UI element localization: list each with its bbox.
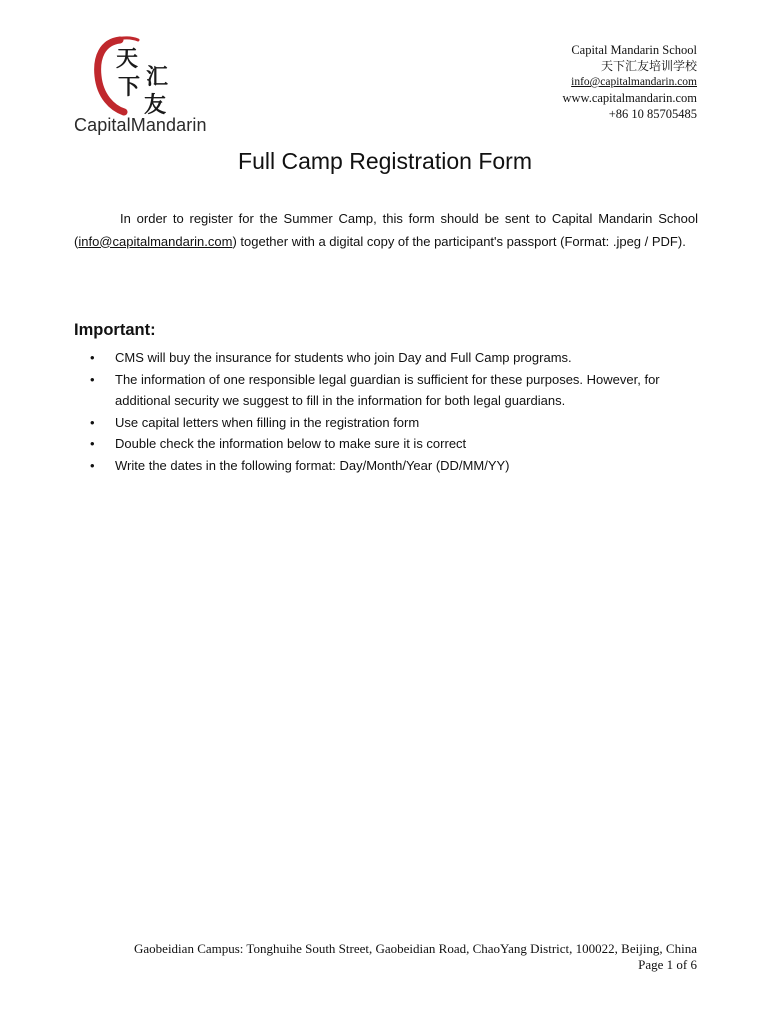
- list-item-text: CMS will buy the insurance for students who join Day and Full Camp programs.: [115, 350, 572, 365]
- bullet-icon: •: [90, 350, 95, 365]
- logo-char-tian: 天: [116, 47, 139, 72]
- contact-email-link[interactable]: info@capitalmandarin.com: [571, 76, 697, 88]
- logo-char-you: 友: [144, 93, 167, 118]
- intro-text-start: In order to register for the Summer Camp, this form should be sent to Capital Mandarin School (: [74, 211, 698, 249]
- phone-text: +86 10 85705485: [608, 107, 697, 121]
- bullet-icon: •: [90, 436, 95, 451]
- footer-address: Gaobeidian Campus: Tonghuihe South Street, Gaobeidian Road, ChaoYang District, 100022, Beijing, China: [134, 941, 697, 956]
- page-footer: [134, 941, 697, 973]
- list-item: [74, 412, 698, 434]
- list-item: [74, 433, 698, 455]
- list-item: [74, 455, 698, 477]
- list-item: [74, 347, 698, 369]
- page-number: Page 1 of 6: [638, 957, 697, 972]
- bullet-icon: •: [90, 414, 95, 430]
- website-text: www.capitalmandarin.com: [562, 91, 697, 105]
- contact-block: [562, 42, 697, 122]
- logo-brand-text: CapitalMandarin: [74, 115, 207, 135]
- bullet-icon: •: [90, 457, 95, 473]
- list-item-text: Use capital letters when filling in the registration form: [115, 414, 420, 430]
- intro-text-end: ) together with a digital copy of the participant's passport (Format: .jpeg / PDF).: [232, 233, 686, 249]
- page-title: Full Camp Registration Form: [238, 148, 532, 174]
- school-chinese-name: 天下汇友培训学校: [600, 59, 697, 73]
- list-item: [74, 369, 698, 412]
- bullet-icon: •: [90, 371, 95, 387]
- list-item-text: The information of one responsible legal guardian is sufficient for these purposes. However, for additional security we suggest to fill in the information for both legal guardians.: [115, 371, 660, 408]
- intro-paragraph: [74, 208, 698, 253]
- logo-char-xia: 下: [118, 75, 141, 100]
- intro-email-link[interactable]: info@capitalmandarin.com: [78, 233, 233, 249]
- list-item-text: Write the dates in the following format: Day/Month/Year (DD/MM/YY): [115, 457, 510, 473]
- list-item-text: Double check the information below to make sure it is correct: [115, 436, 467, 451]
- important-heading: Important:: [74, 321, 156, 339]
- brush-circle-logo-icon: [72, 34, 212, 120]
- logo-char-hui: 汇: [146, 65, 169, 90]
- school-name: Capital Mandarin School: [571, 43, 697, 57]
- important-list: [74, 347, 698, 476]
